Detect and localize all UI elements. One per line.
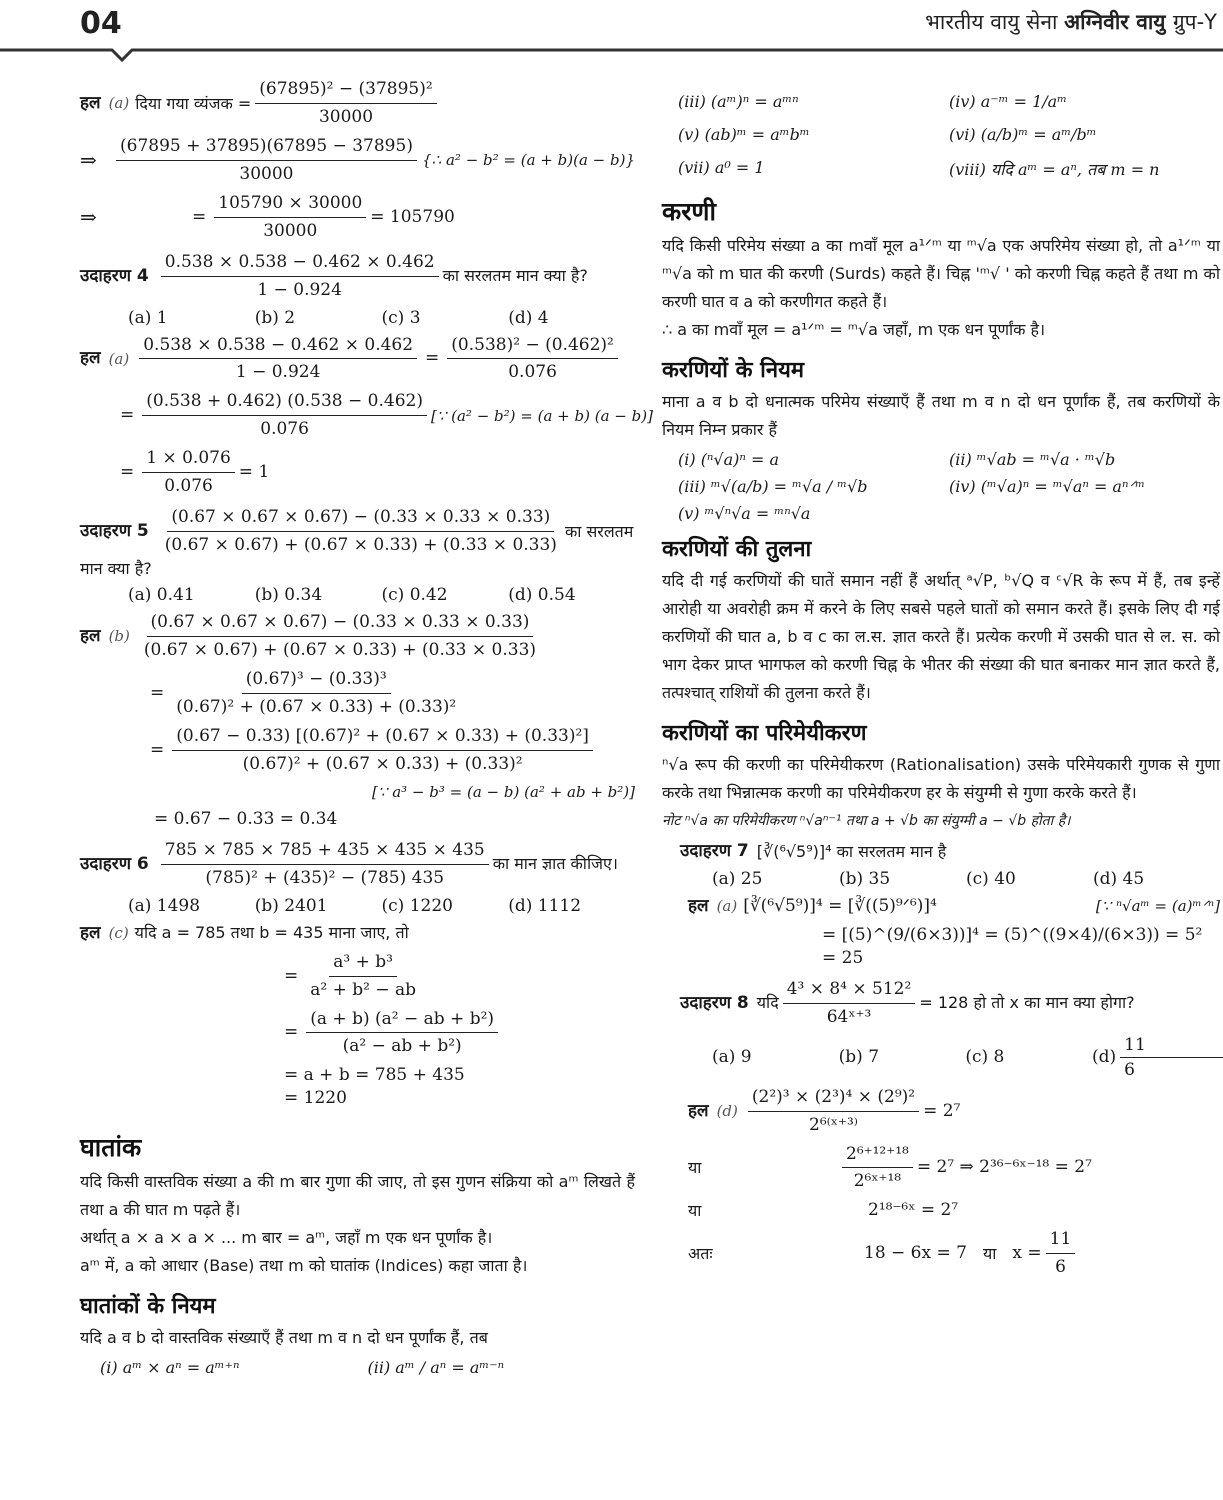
ghatank-rule-2: (ii) aᵐ / aⁿ = aᵐ⁻ⁿ: [367, 1358, 505, 1378]
karani-rule-3: (iii) ᵐ√(a/b) = ᵐ√a / ᵐ√b: [678, 477, 868, 496]
karani-rule-4: (iv) (ᵐ√a)ⁿ = ᵐ√aⁿ = aⁿᐟᵐ: [949, 477, 1146, 496]
ghatank-rule-8: (viii) यदि aᵐ = aⁿ, तब m = n: [949, 160, 1160, 179]
page-number: 04: [80, 6, 122, 41]
section-karani-rules-intro: माना a व b दो धनात्मक परिमेय संख्याएँ हैं तथा m व n दो धन पूर्णांक हैं, तब करणियों के नियम निम्न प्रकार हैं: [662, 392, 1220, 439]
page-header: [0, 0, 1223, 70]
section-karani-p1: यदि किसी परिमेय संख्या a का mवाँ मूल a¹ᐟᵐ या ᵐ√a एक अपरिमेय संख्या हो, तो a¹ᐟᵐ या ᵐ√a को m घात की करणी (Surds) कहते हैं। चिह्न 'ᵐ√ ' को करणी चिह्न कहते हैं तथा m को करणी घात व a को करणीगत कहते हैं।: [662, 236, 1220, 311]
example-6-solution-2: = $\frac{\text{(a + b) (a² − ab + b²)}}{\text{(a² − ab + b²)}}$: [80, 1008, 635, 1059]
ghatank-rule-1: (i) aᵐ × aⁿ = aᵐ⁺ⁿ: [100, 1358, 240, 1378]
example-8-solution-3: या 2¹⁸⁻⁶ˣ = 2⁷: [688, 1200, 959, 1221]
example-5-options: (a) 0.41 (b) 0.34 (c) 0.42 (d) 0.54: [128, 585, 576, 605]
karani-rule-2: (ii) ᵐ√ab = ᵐ√a · ᵐ√b: [949, 450, 1116, 469]
ex3-solution-line2: ⇒ $\frac{(67895 + 37895)(67895 - 37895)}{30000}$ {∴ a² − b² = (a + b)(a − b)}: [80, 135, 635, 184]
example-6-solution-1: = $\frac{\text{a³ + b³}}{\text{a² + b² − ab}}$: [284, 951, 417, 1000]
ex3-solution-line1: हल (a) दिया गया व्यंजक = $\frac{\text{(67895)² − (37895)²}}{30000}$: [80, 78, 635, 129]
karani-rules-list: [678, 450, 1220, 523]
ex3-solution-line3: ⇒ = $\frac{105790 \times 30000}{30000}$ = 105790: [80, 192, 455, 241]
right-column: [662, 86, 1220, 1279]
section-tulna-title: करणियों की तुलना: [662, 537, 812, 562]
example-7-solution-2: = [(5)^(9/(6×3))]⁴ = (5)^((9×4)/(6×3)) = 5² = 25: [822, 924, 1203, 968]
section-tulna-p1: यदि दी गई करणियों की घातें समान नहीं हैं अर्थात् ᵃ√P, ᵇ√Q व ᶜ√R के रूप में हैं, तब इन्हें आरोही या अवरोही क्रम में करने के लिए सबसे पहले घातों को समान करते हैं। इसके लिए दी गई करणियों की घात a, b व c का ल.स. ज्ञात करते हैं। प्रत्येक करणी में उसकी घात से ल. स. को भाग देकर प्राप्त भागफल को करणी चिह्न के भीतर की संख्या की घात बनाकर मान ज्ञात करते हैं, तत्पश्चात् राशियों की तुलना करते हैं।: [662, 571, 1220, 702]
section-ghatank-rules-title: घातांकों के नियम: [80, 1294, 216, 1320]
section-ghatank-p2: अर्थात् a × a × a × ... m बार = aᵐ, जहाँ m एक धन पूर्णांक है।: [80, 1228, 493, 1248]
ghatank-rules-continued: [678, 92, 1220, 180]
example-5-result: = 0.67 − 0.33 = 0.34: [154, 808, 338, 829]
section-karani-rules-title: करणियों के नियम: [662, 358, 804, 383]
section-parimeyikaran-p1: ⁿ√a रूप की करणी का परिमेयीकरण (Rationalisation) उसके परिमेयकारी गुणक से गुणा करके तथा भिन्नात्मक करणी का परिमेयीकरण हर के संयुग्मी से गुणा करके करते हैं।: [662, 755, 1220, 802]
book-title: भारतीय वायु सेना अग्निवीर वायु ग्रुप-Y: [925, 10, 1217, 34]
example-5-solution-2: = $\frac{\text{(0.67)³ − (0.33)³}}{\text{(0.67)² + (0.67 × 0.33) + (0.33)²}}$: [150, 668, 457, 717]
section-ghatank-p3: aᵐ में, a को आधार (Base) तथा m को घातांक (Indices) कहा जाता है।: [80, 1256, 528, 1276]
example-8-solution-1: हल (d) $\frac{\text{(2²)³ × (2³)⁴ × (2⁹)²}}{\text{2⁶⁽ˣ⁺³⁾}}$ = 2⁷: [688, 1086, 961, 1135]
example-6-solution-4: = 1220: [284, 1088, 347, 1109]
example-4-options: (a) 1 (b) 2 (c) 3 (d) 4: [128, 307, 549, 328]
ghatank-rule-6: (vi) (a/b)ᵐ = aᵐ/bᵐ: [949, 125, 1097, 144]
ghatank-rules-list: [100, 1358, 635, 1377]
karani-rule-1: (i) (ⁿ√a)ⁿ = a: [678, 450, 779, 469]
section-ghatank-rules-intro: यदि a व b दो वास्तविक संख्याएँ हैं तथा m व n दो धन पूर्णांक हैं, तब: [80, 1328, 488, 1348]
example-4-question: उदाहरण 4 $\frac{0.538 \times 0.538 - 0.462 \times 0.462}{1 - 0.924}$ का सरलतम मान क्या है?: [80, 251, 588, 300]
example-6-solution-3: = a + b = 785 + 435: [284, 1065, 465, 1086]
section-karani-p2: ∴ a का mवाँ मूल = a¹ᐟᵐ = ᵐ√a जहाँ, m एक धन पूर्णांक है।: [662, 320, 1046, 339]
example-7-options: (a) 25 (b) 35 (c) 40 (d) 45: [712, 868, 1145, 889]
example-5-solution-1: हल (b) $\frac{(0.67 \times 0.67 \times 0.67) - (0.33 \times 0.33 \times 0.33)}{(0.67 \times 0.67) + (0.67 \times 0.33) + (0.33 \times 0.33)}$: [80, 612, 537, 660]
section-karani-title: करणी: [662, 197, 716, 226]
section-parimeyikaran-title: करणियों का परिमेयीकरण: [662, 721, 867, 746]
example-5-question: उदाहरण 5 $\frac{(0.67 \times 0.67 \times 0.67) - (0.33 \times 0.33 \times 0.33)}{(0.67 \times 0.67) + (0.67 \times 0.33) + (0.33 \times 0.33)}$ का सरलतम: [80, 507, 634, 556]
example-8-solution-2: या $\frac{\text{2⁶⁺¹²⁺¹⁸}}{\text{2⁶ˣ⁺¹⁸}}$ = 2⁷ ⇒ 2³⁶⁻⁶ˣ⁻¹⁸ = 2⁷: [688, 1143, 1092, 1192]
example-7-solution-1: हल (a) [∛(⁶√5⁹)]⁴ = [∛((5)⁹ᐟ⁶)]⁴ [∵ ⁿ√aᵐ = (a)ᵐᐟⁿ]: [688, 895, 1220, 916]
karani-rule-5: (v) ᵐ√ⁿ√a = ᵐⁿ√a: [678, 504, 811, 523]
example-6-options: (a) 1498 (b) 2401 (c) 1220 (d) 1112: [128, 895, 582, 916]
ghatank-rule-3: (iii) (aᵐ)ⁿ = aᵐⁿ: [678, 92, 799, 111]
ghatank-rule-7: (vii) a⁰ = 1: [678, 158, 765, 177]
example-6-solution-intro: हल (c) यदि a = 785 तथा b = 435 माना जाए, तो: [80, 922, 409, 943]
example-5-solution-3: = $\frac{\text{(0.67 − 0.33) [(0.67)² + (0.67 × 0.33) + (0.33)²]}}{\text{(0.67)² + (0.67 × 0.33) + (0.33)²}}$: [80, 725, 635, 776]
example-4-solution-1: हल (a) $\frac{0.538 \times 0.538 - 0.462 \times 0.462}{1 - 0.924}$ = $\frac{\text{(0.538)² − (0.462)²}}{0.076}$: [80, 334, 635, 385]
ghatank-rule-5: (v) (ab)ᵐ = aᵐbᵐ: [678, 125, 810, 144]
section-ghatank-p1: यदि किसी वास्तविक संख्या a की m बार गुणा की जाए, तो इस गुणन संक्रिया को aᵐ लिखते हैं तथा a की घात m पढ़ते हैं।: [80, 1172, 635, 1220]
example-7-question: उदाहरण 7 [∛(⁶√5⁹)]⁴ का सरलतम मान है: [680, 841, 947, 861]
ghatank-rule-4: (iv) a⁻ᵐ = 1/aᵐ: [949, 92, 1068, 111]
example-6-question: उदाहरण 6 $\frac{785 \times 785 \times 785 + 435 \times 435 \times 435}{\text{(785)² + (435)² − (785) 435}}$ का मान ज्ञात कीजिए।: [80, 839, 618, 888]
example-4-solution-2: = $\frac{(0.538 + 0.462) (0.538 - 0.462)}{0.076}$ [∵ (a² − b²) = (a + b) (a − b)]: [120, 391, 653, 440]
example-8-options: (a) 9 (b) 7 (c) 8 (d) $\frac{11}{6}$: [712, 1035, 1220, 1080]
example-4-solution-3: = $\frac{1 \times 0.076}{0.076}$ = 1: [120, 448, 270, 497]
left-column: [80, 78, 653, 1383]
example-8-solution-4: अतः 18 − 6x = 7 या x = $\frac{11}{6}$: [662, 1228, 1220, 1279]
example-5-identity: [∵ a³ − b³ = (a − b) (a² + ab + b²)]: [372, 782, 635, 801]
section-ghatank-title: घातांक: [80, 1133, 142, 1163]
section-parimeyikaran-note: नोट ⁿ√a का परिमेयीकरण ⁿ√aⁿ⁻¹ तथा a + √b का संयुग्मी a − √b होता है।: [662, 813, 1071, 829]
example-8-question: उदाहरण 8 यदि $\frac{\text{4³ × 8⁴ × 512²}}{\text{64ˣ⁺³}}$ = 128 हो तो x का मान क्या होगा?: [680, 978, 1135, 1027]
example-5-question-cont: मान क्या है?: [80, 559, 152, 578]
